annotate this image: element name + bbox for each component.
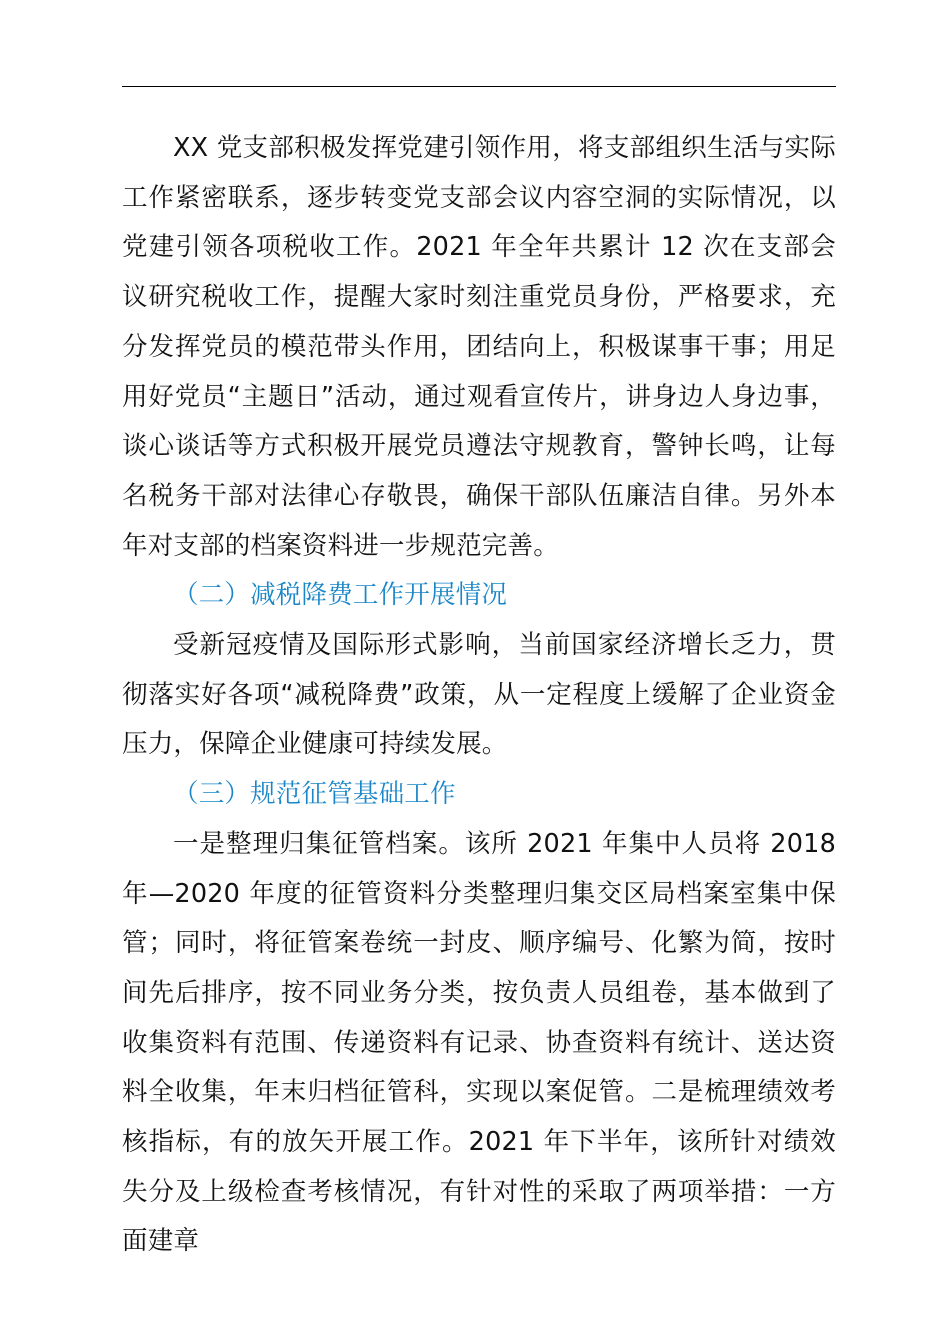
paragraph-party-branch: XX 党支部积极发挥党建引领作用，将支部组织生活与实际工作紧密联系，逐步转变党支部会议内容空洞的实际情况，以党建引领各项税收工作。2021 年全年共累计 12 次在支部会议研究税收工作，提醒大家时刻注重党员身份，严格要求，充分发挥党员的模范带头作用，团结向上，积极谋事干事；用足用好党员“主题日”活动，通过观看宣传片，讲身边人身边事，谈心谈话等方式积极开展党员遵法守规教育，警钟长鸣，让每名税务干部对法律心存敬畏，确保干部队伍廉洁自律。另外本年对支部的档案资料进一步规范完善。 <box>122 133 836 561</box>
header-rule <box>122 86 836 87</box>
document-body <box>122 124 836 1267</box>
paragraph-tax-reduction: 受新冠疫情及国际形式影响，当前国家经济增长乏力，贯彻落实好各项“减税降费”政策，从一定程度上缓解了企业资金压力，保障企业健康可持续发展。 <box>122 630 836 760</box>
section-heading-collection-management: （三）规范征管基础工作 <box>173 779 456 810</box>
paragraph-collection-management: 一是整理归集征管档案。该所 2021 年集中人员将 2018 年—2020 年度的征管资料分类整理归集交区局档案室集中保管；同时，将征管案卷统一封皮、顺序编号、化繁为简，按时间先后排序，按不同业务分类，按负责人员组卷，基本做到了收集资料有范围、传递资料有记录、协查资料有统计、送达资料全收集，年末归档征管科，实现以案促管。二是梳理绩效考核指标，有的放矢开展工作。2021 年下半年，该所针对绩效失分及上级检查考核情况，有针对性的采取了两项举措：一方面建章 <box>122 828 836 1257</box>
section-heading-tax-reduction: （二）减税降费工作开展情况 <box>173 580 508 611</box>
